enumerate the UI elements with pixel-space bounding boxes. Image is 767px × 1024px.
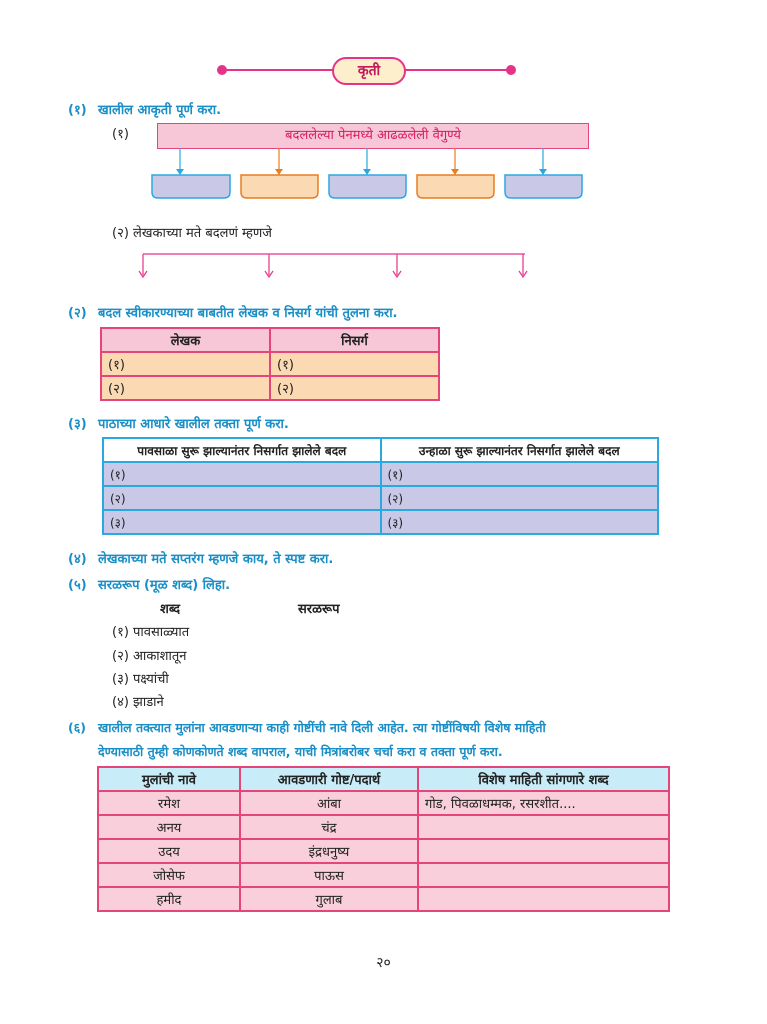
table-row [98,863,669,887]
table-cell: (२) [103,486,381,510]
table-header: आवडणारी गोष्ट/पदार्थ [240,767,418,791]
table-cell: गुलाब [240,887,418,911]
question-number: (६) [68,720,86,735]
sub-question-number: (२) [112,226,129,241]
table-row [103,510,658,534]
header-dot-left [217,65,227,75]
table-row [98,887,669,911]
diagram-boxes [140,148,600,208]
table-cell: (२) [270,376,439,400]
table-cell: (३) [103,510,381,534]
question-number: (५) [68,578,87,593]
table-cell [418,839,669,863]
table-cell: (१) [101,352,270,376]
question-text: सरळरूप (मूळ शब्द) लिहा. [98,578,231,593]
list-item: (३) पक्ष्यांची [112,672,169,687]
sub-question-text: लेखकाच्या मते बदलणं म्हणजे [133,226,272,241]
table-cell: उदय [98,839,240,863]
table-cell: पाऊस [240,863,418,887]
table-row [98,839,669,863]
question-number: (१) [68,103,87,118]
page-number: २० [376,955,391,971]
diagram-box-label: बदललेल्या पेनमध्ये आढळलेली वैगुण्ये [157,123,589,149]
question-text: खालील आकृती पूर्ण करा. [98,103,222,118]
table-header: लेखक [101,328,270,352]
question-number: (२) [68,306,87,321]
table-row [101,376,439,400]
table-row [101,352,439,376]
header-dot-right [506,65,516,75]
table-cell [418,815,669,839]
table-row [103,486,658,510]
question-6 [68,719,688,736]
table-cell: (२) [381,486,659,510]
question-number: (३) [68,417,87,432]
question-6-line-2 [98,743,503,760]
question-text: पाठाच्या आधारे खालील तक्ता पूर्ण करा. [98,417,289,432]
seasons-table [102,437,659,535]
list-item: (१) पावसाळ्यात [112,625,190,640]
table-header: उन्हाळा सुरू झाल्यानंतर निसर्गात झालेले बदल [381,438,659,462]
diagram-arrows [135,248,535,284]
table-cell: इंद्रधनुष्य [240,839,418,863]
table-header: विशेष माहिती सांगणारे शब्द [418,767,669,791]
table-cell: अनय [98,815,240,839]
column-label-root: सरळरूप [298,602,340,617]
table-cell [418,887,669,911]
table-cell: गोड, पिवळाधम्मक, रसरशीत.... [418,791,669,815]
table-row [98,791,669,815]
question-1 [68,100,221,118]
favorites-table [97,766,670,912]
table-cell: (१) [381,462,659,486]
table-header: निसर्ग [270,328,439,352]
table-cell: रमेश [98,791,240,815]
table-cell: (३) [381,510,659,534]
question-number: (४) [68,552,87,567]
sub-question-2 [112,223,272,241]
question-4 [68,549,333,567]
question-text: बदल स्वीकारण्याच्या बाबतीत लेखक व निसर्ग यांची तुलना करा. [98,306,398,321]
page-title: कृती [332,57,406,85]
question-text: देण्यासाठी तुम्ही कोणकोणते शब्द वापराल, याची मित्रांबरोबर चर्चा करा व तक्ता पूर्ण करा. [98,744,503,759]
table-row [103,462,658,486]
table-cell: (१) [103,462,381,486]
column-label-word: शब्द [160,602,181,617]
list-item: (२) आकाशातून [112,649,187,664]
question-5 [68,575,230,593]
table-cell: (२) [101,376,270,400]
table-cell: (१) [270,352,439,376]
question-2 [68,303,398,321]
table-row [98,815,669,839]
question-text: खालील तक्त्यात मुलांना आवडणाऱ्या काही गोष्टींची नावे दिली आहेत. त्या गोष्टींविषयी विशेष माहिती [98,720,546,735]
table-cell: हमीद [98,887,240,911]
table-header: पावसाळा सुरू झाल्यानंतर निसर्गात झालेले बदल [103,438,381,462]
comparison-table [100,327,440,401]
question-3 [68,414,289,432]
table-cell: चंद्र [240,815,418,839]
table-cell: आंबा [240,791,418,815]
table-cell [418,863,669,887]
table-cell: जोसेफ [98,863,240,887]
table-header: मुलांची नावे [98,767,240,791]
sub-question-number: (१) [112,127,129,142]
question-text: लेखकाच्या मते सप्तरंग म्हणजे काय, ते स्पष्ट करा. [98,552,334,567]
list-item: (४) झाडाने [112,695,164,710]
